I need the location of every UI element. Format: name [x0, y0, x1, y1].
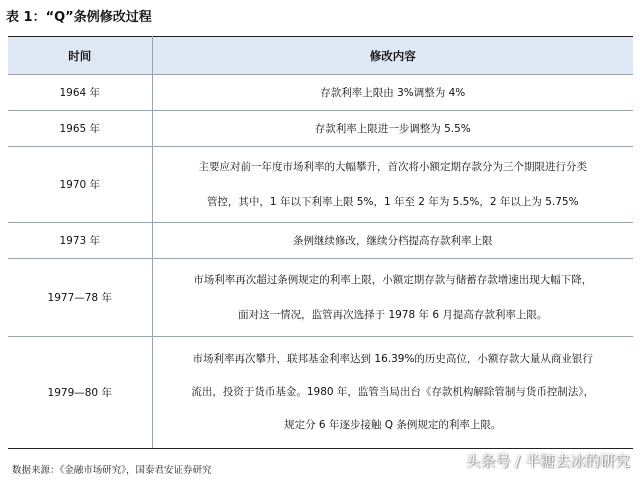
source-note: 数据来源：《金融市场研究》，国泰君安证券研究 [12, 465, 212, 476]
row-time: 1979—80 年 [8, 337, 152, 449]
content-line: 主要应对前一年度市场利率的大幅攀升，首次将小额定期存款分为三个期限进行分类 [198, 160, 587, 173]
row-time: 1973 年 [8, 223, 152, 259]
table-row [8, 75, 633, 111]
row-time: 1970 年 [8, 147, 152, 223]
content-line: 流出，投资于货币基金。1980 年，监管当局出台《存款机构解除管制与货币控制法》， [191, 386, 595, 398]
row-content [152, 111, 633, 147]
content-line: 面对这一情况，监管再次选择于 1978 年 6 月提高存款利率上限。 [238, 308, 548, 321]
content-line: 市场利率再次攀升，联邦基金利率达到 16.39%的历史高位，小额存款大量从商业银行 [192, 353, 593, 365]
table-row [8, 337, 633, 449]
row-content [152, 223, 633, 259]
row-content [152, 259, 633, 337]
content-line: 存款利率上限由 3%调整为 4% [320, 86, 466, 99]
table-row [8, 223, 633, 259]
row-content [152, 337, 633, 449]
content-line: 存款利率上限进一步调整为 5.5% [314, 122, 471, 135]
table-row [8, 111, 633, 147]
content-line: 条例继续修改，继续分档提高存款利率上限 [293, 234, 493, 247]
table-row [8, 147, 633, 223]
header-content: 修改内容 [152, 37, 633, 75]
row-content [152, 147, 633, 223]
content-line: 管控，其中，1 年以下利率上限 5%，1 年至 2 年为 5.5%，2 年以上为 5.75% [206, 195, 579, 208]
row-time: 1965 年 [8, 111, 152, 147]
content-line: 市场利率再次超过条例规定的利率上限，小额定期存款与储蓄存款增速出现大幅下降， [193, 273, 593, 286]
table-header-row [8, 37, 633, 75]
header-time: 时间 [8, 37, 152, 75]
table-title: 表 1：“Q”条例修改过程 [6, 10, 152, 25]
content-line: 规定分 6 年逐步接触 Q 条例规定的利率上限。 [284, 419, 502, 431]
row-content [152, 75, 633, 111]
row-time: 1964 年 [8, 75, 152, 111]
watermark: 头条号 / 半糖去冰的研究 [465, 452, 630, 470]
table-row [8, 259, 633, 337]
q-regulation-table [8, 36, 633, 449]
row-time: 1977—78 年 [8, 259, 152, 337]
